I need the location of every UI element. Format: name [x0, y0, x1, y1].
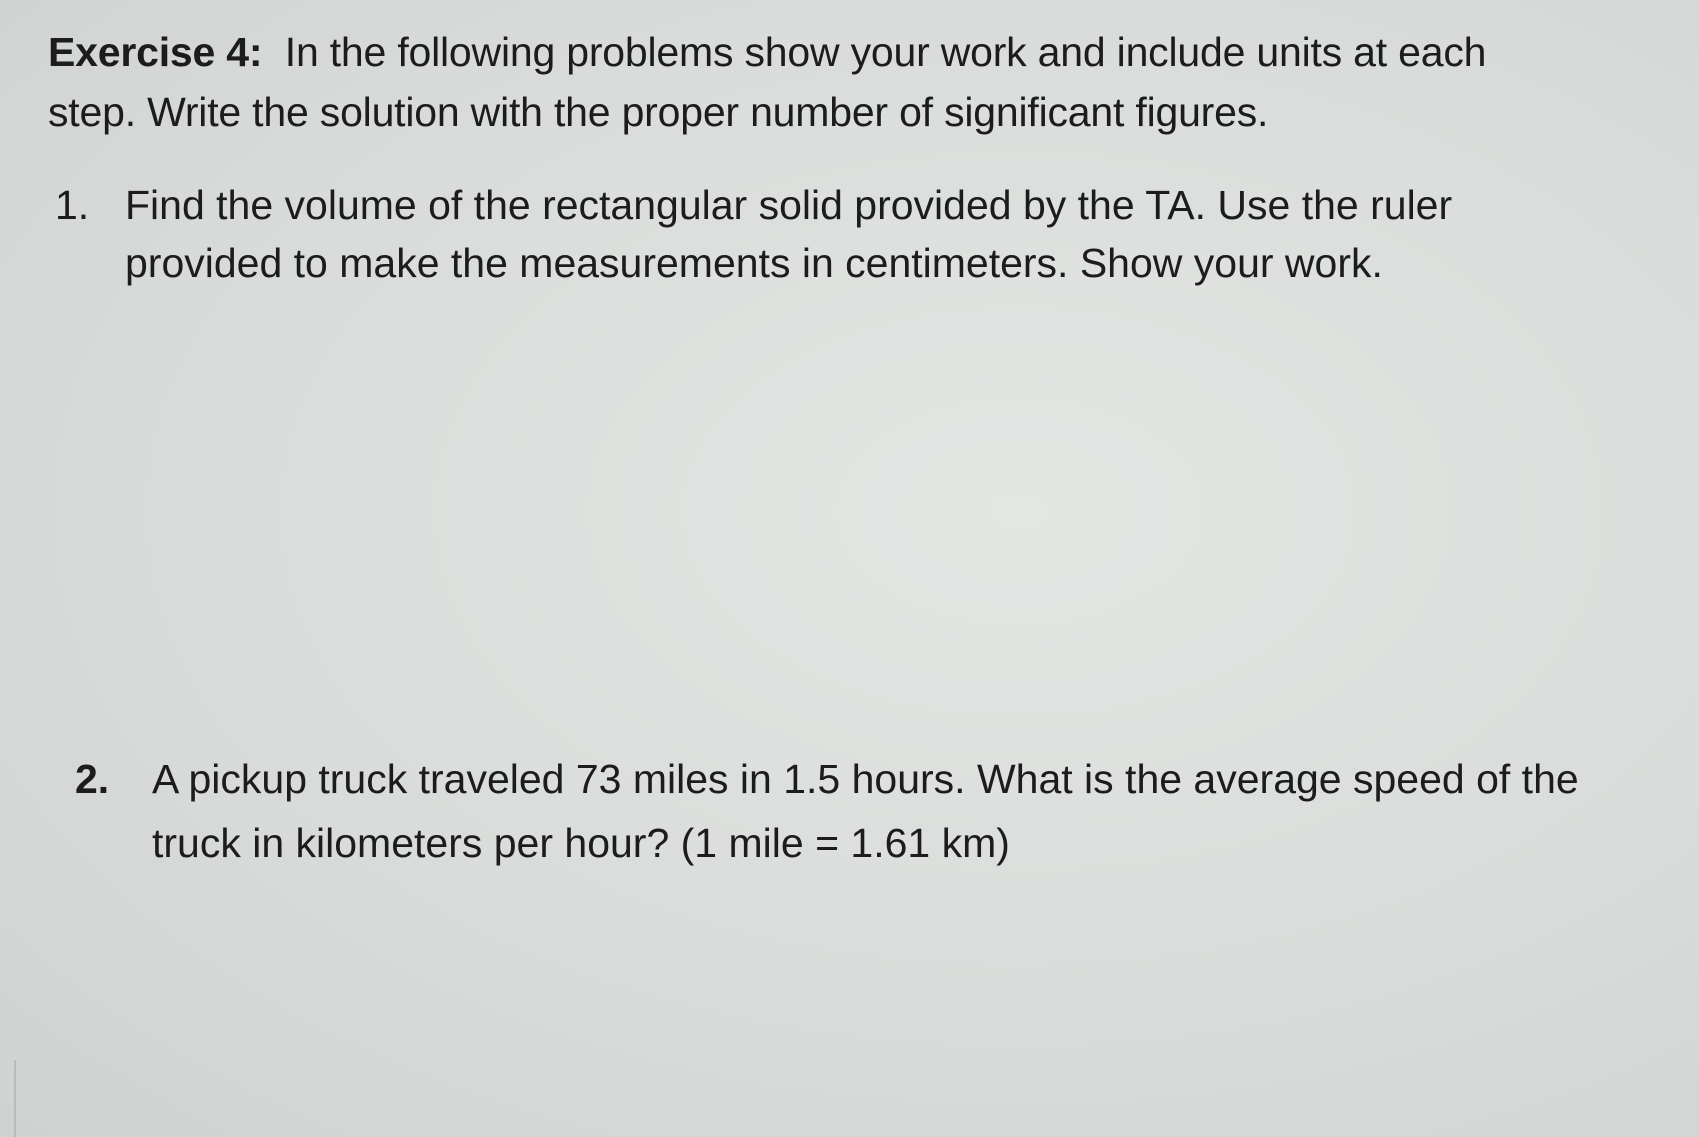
problem-1-number: 1. — [55, 182, 90, 228]
problem-2-text — [152, 747, 1692, 875]
problem-2-line2: truck in kilometers per hour? (1 mile = 1.61 km) — [152, 820, 1010, 866]
exercise-instructions-line1: In the following problems show your work and include units at each — [284, 29, 1487, 75]
paper-edge-line — [14, 1060, 16, 1137]
exercise-label: Exercise 4: — [48, 29, 263, 75]
problem-1-text — [125, 176, 1605, 292]
problem-1-line2: provided to make the measurements in centimeters. Show your work. — [125, 240, 1383, 286]
exercise-instructions-line2: step. Write the solution with the proper number of significant figures. — [48, 89, 1269, 135]
problem-2-line1: A pickup truck traveled 73 miles in 1.5 hours. What is the average speed of the — [152, 756, 1579, 802]
problem-2-number: 2. — [75, 756, 110, 802]
problem-1-line1: Find the volume of the rectangular solid provided by the TA. Use the ruler — [125, 182, 1453, 228]
exercise-heading — [48, 22, 1608, 142]
